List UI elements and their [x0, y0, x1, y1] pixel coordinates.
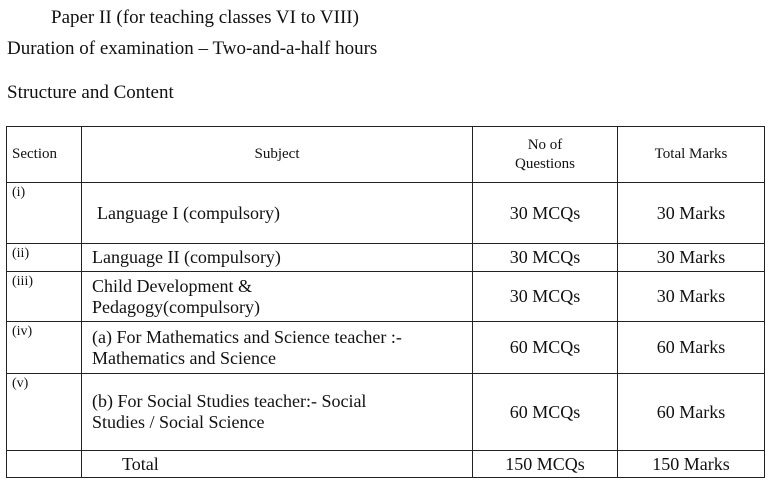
section-cell: (i): [7, 183, 82, 244]
marks-cell: 30 Marks: [618, 272, 765, 322]
total-questions: 150 MCQs: [473, 451, 618, 478]
section-cell: (ii): [7, 244, 82, 272]
subject-cell: [82, 272, 473, 322]
marks-cell: 30 Marks: [618, 244, 765, 272]
table-row: [7, 322, 765, 374]
structure-heading: Structure and Content: [7, 82, 174, 103]
marks-cell: 60 Marks: [618, 322, 765, 374]
structure-table: [6, 126, 765, 478]
column-header-marks: Total Marks: [618, 127, 765, 183]
subject-text: Child Development & Pedagogy(compulsory): [92, 275, 260, 317]
subject-text: (b) For Social Studies teacher:- Social Studies / Social Science: [92, 391, 367, 432]
questions-cell: 30 MCQs: [473, 272, 618, 322]
exam-duration: Duration of examination – Two-and-a-half hours: [7, 38, 378, 59]
table-row: [7, 374, 765, 451]
column-header-questions: [473, 127, 618, 183]
total-label: Total: [82, 451, 473, 478]
questions-cell: 60 MCQs: [473, 322, 618, 374]
total-section-cell: [7, 451, 82, 478]
questions-cell: 60 MCQs: [473, 374, 618, 451]
questions-cell: 30 MCQs: [473, 244, 618, 272]
questions-cell: 30 MCQs: [473, 183, 618, 244]
paper-title: Paper II (for teaching classes VI to VIII): [51, 7, 359, 28]
subject-text: (a) For Mathematics and Science teacher :- Mathematics and Science: [92, 326, 402, 368]
subject-cell: Language II (compulsory): [82, 244, 473, 272]
table-header-row: [7, 127, 765, 183]
total-row: [7, 451, 765, 478]
subject-cell: [82, 374, 473, 451]
section-cell: (iv): [7, 322, 82, 374]
column-header-questions-label: No of Questions: [515, 136, 575, 172]
column-header-section: Section: [7, 127, 82, 183]
subject-cell: Language I (compulsory): [82, 183, 473, 244]
marks-cell: 30 Marks: [618, 183, 765, 244]
table-row: [7, 183, 765, 244]
subject-cell: [82, 322, 473, 374]
marks-cell: 60 Marks: [618, 374, 765, 451]
column-header-subject: Subject: [82, 127, 473, 183]
table-row: [7, 244, 765, 272]
total-marks: 150 Marks: [618, 451, 765, 478]
section-cell: (iii): [7, 272, 82, 322]
table-row: [7, 272, 765, 322]
section-cell: (v): [7, 374, 82, 451]
